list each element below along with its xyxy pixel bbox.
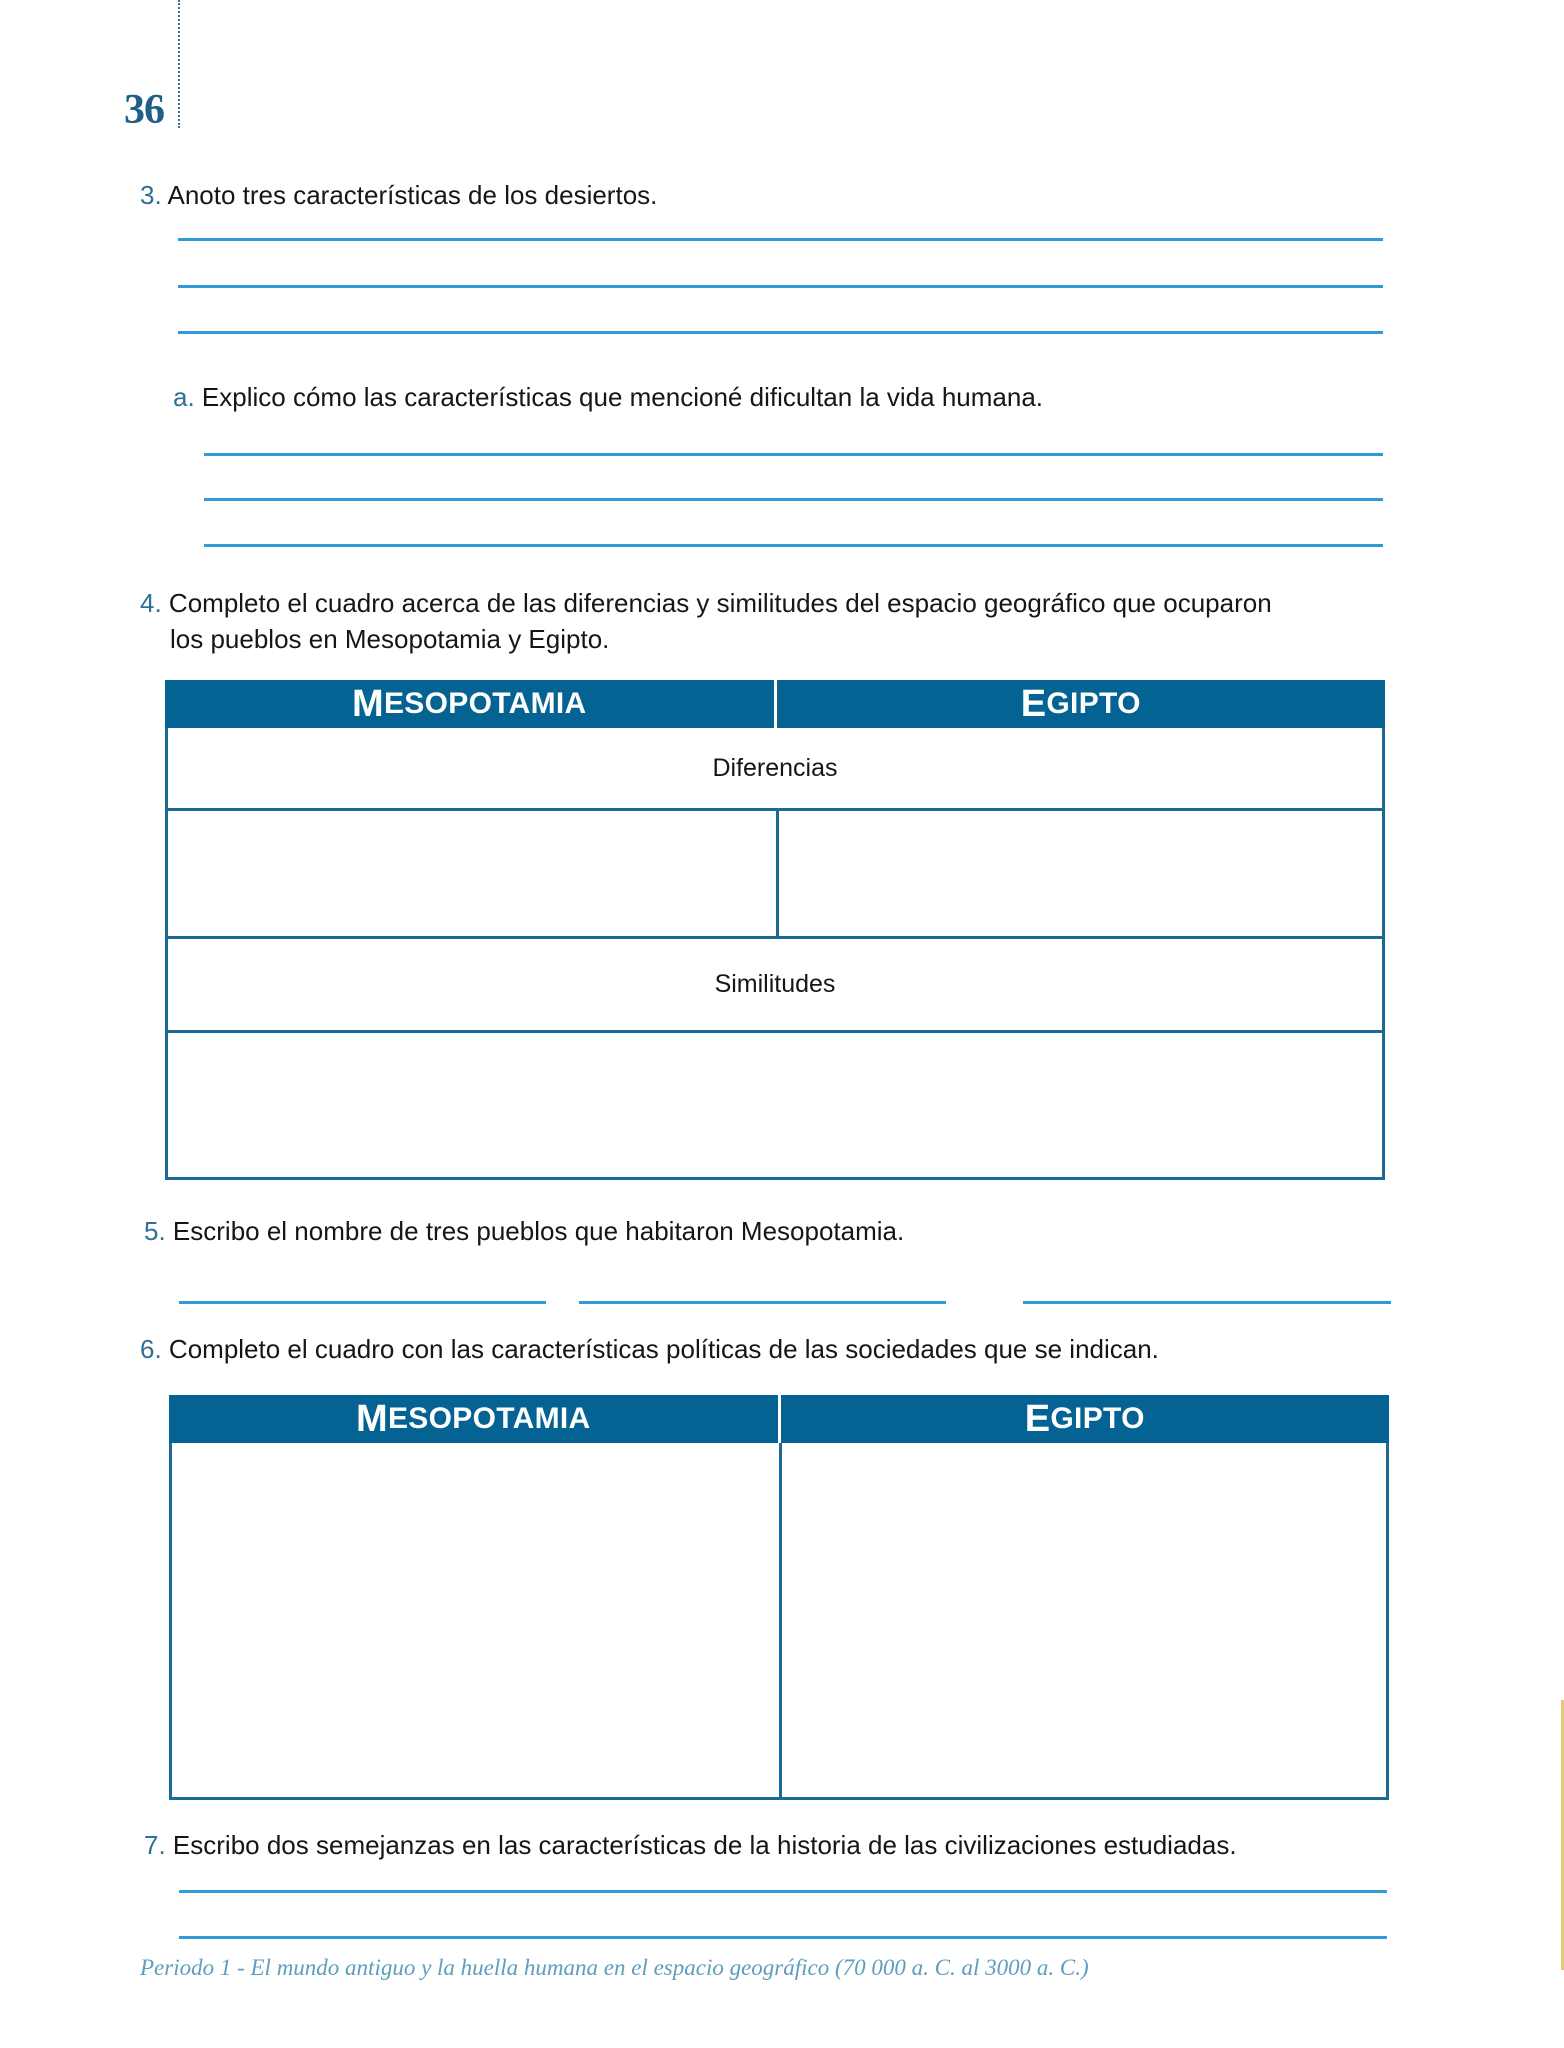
answer-line[interactable] [204, 544, 1383, 547]
row-label-similitudes [168, 936, 1382, 1030]
dotted-margin-rule [178, 0, 180, 128]
answer-line[interactable] [204, 498, 1383, 501]
table-header [165, 680, 1385, 728]
answer-line[interactable] [178, 285, 1383, 288]
row-label: Diferencias [712, 753, 838, 782]
page-number: 36 [124, 87, 164, 133]
header-mesopotamia: M ESOPOTAMIA [356, 1397, 591, 1440]
question-number: 4. [140, 588, 162, 618]
question-3 [140, 180, 657, 210]
answer-blank-2[interactable] [579, 1301, 946, 1304]
header-egipto: E GIPTO [778, 1395, 1390, 1443]
question-4-line2 [170, 624, 609, 654]
question-6 [140, 1334, 1159, 1364]
answer-line[interactable] [179, 1936, 1387, 1939]
page-footer: Periodo 1 - El mundo antiguo y la huella humana en el espacio geográfico (70 000 a. C. al 3000 a. C.) [140, 1955, 1089, 1980]
question-5 [144, 1216, 904, 1246]
column-divider [776, 808, 779, 936]
question-number: 5. [144, 1216, 166, 1246]
egipto-answer-cell[interactable] [782, 1443, 1386, 1797]
question-number: 6. [140, 1334, 162, 1364]
question-text: Explico cómo las características que mencioné dificultan la vida humana. [201, 382, 1044, 412]
question-text: los pueblos en Mesopotamia y Egipto. [170, 624, 610, 654]
similarities-answer-row[interactable] [168, 1030, 1382, 1177]
political-characteristics-table [169, 1395, 1389, 1800]
answer-line[interactable] [204, 453, 1383, 456]
header-egipto: E GIPTO [774, 680, 1386, 728]
table-header [169, 1395, 1389, 1443]
question-text: Escribo dos semejanzas en las características de la historia de las civilizaciones estudiadas. [172, 1830, 1237, 1860]
question-text: Escribo el nombre de tres pueblos que habitaron Mesopotamia. [172, 1216, 905, 1246]
differences-similarities-table [165, 680, 1385, 1180]
question-number: a. [173, 382, 195, 412]
question-4 [140, 588, 1272, 618]
question-text: Completo el cuadro con las características políticas de las sociedades que se indican. [168, 1334, 1159, 1364]
mesopotamia-answer-cell[interactable] [172, 1443, 779, 1797]
answer-blank-3[interactable] [1023, 1301, 1391, 1304]
differences-answer-row[interactable] [168, 808, 1382, 936]
question-number: 3. [140, 180, 162, 210]
answer-line[interactable] [179, 1890, 1387, 1893]
question-text: Anoto tres características de los desiertos. [167, 180, 658, 210]
answer-line[interactable] [178, 331, 1383, 334]
answer-line[interactable] [178, 238, 1383, 241]
row-label-diferencias [168, 728, 1382, 808]
question-3a [173, 382, 1043, 412]
question-7 [144, 1830, 1237, 1860]
question-number: 7. [144, 1830, 166, 1860]
row-label: Similitudes [714, 970, 836, 998]
question-text: Completo el cuadro acerca de las diferencias y similitudes del espacio geográfico que ocuparon [168, 588, 1272, 618]
answer-blank-1[interactable] [179, 1301, 546, 1304]
header-mesopotamia: M ESOPOTAMIA [352, 682, 587, 725]
